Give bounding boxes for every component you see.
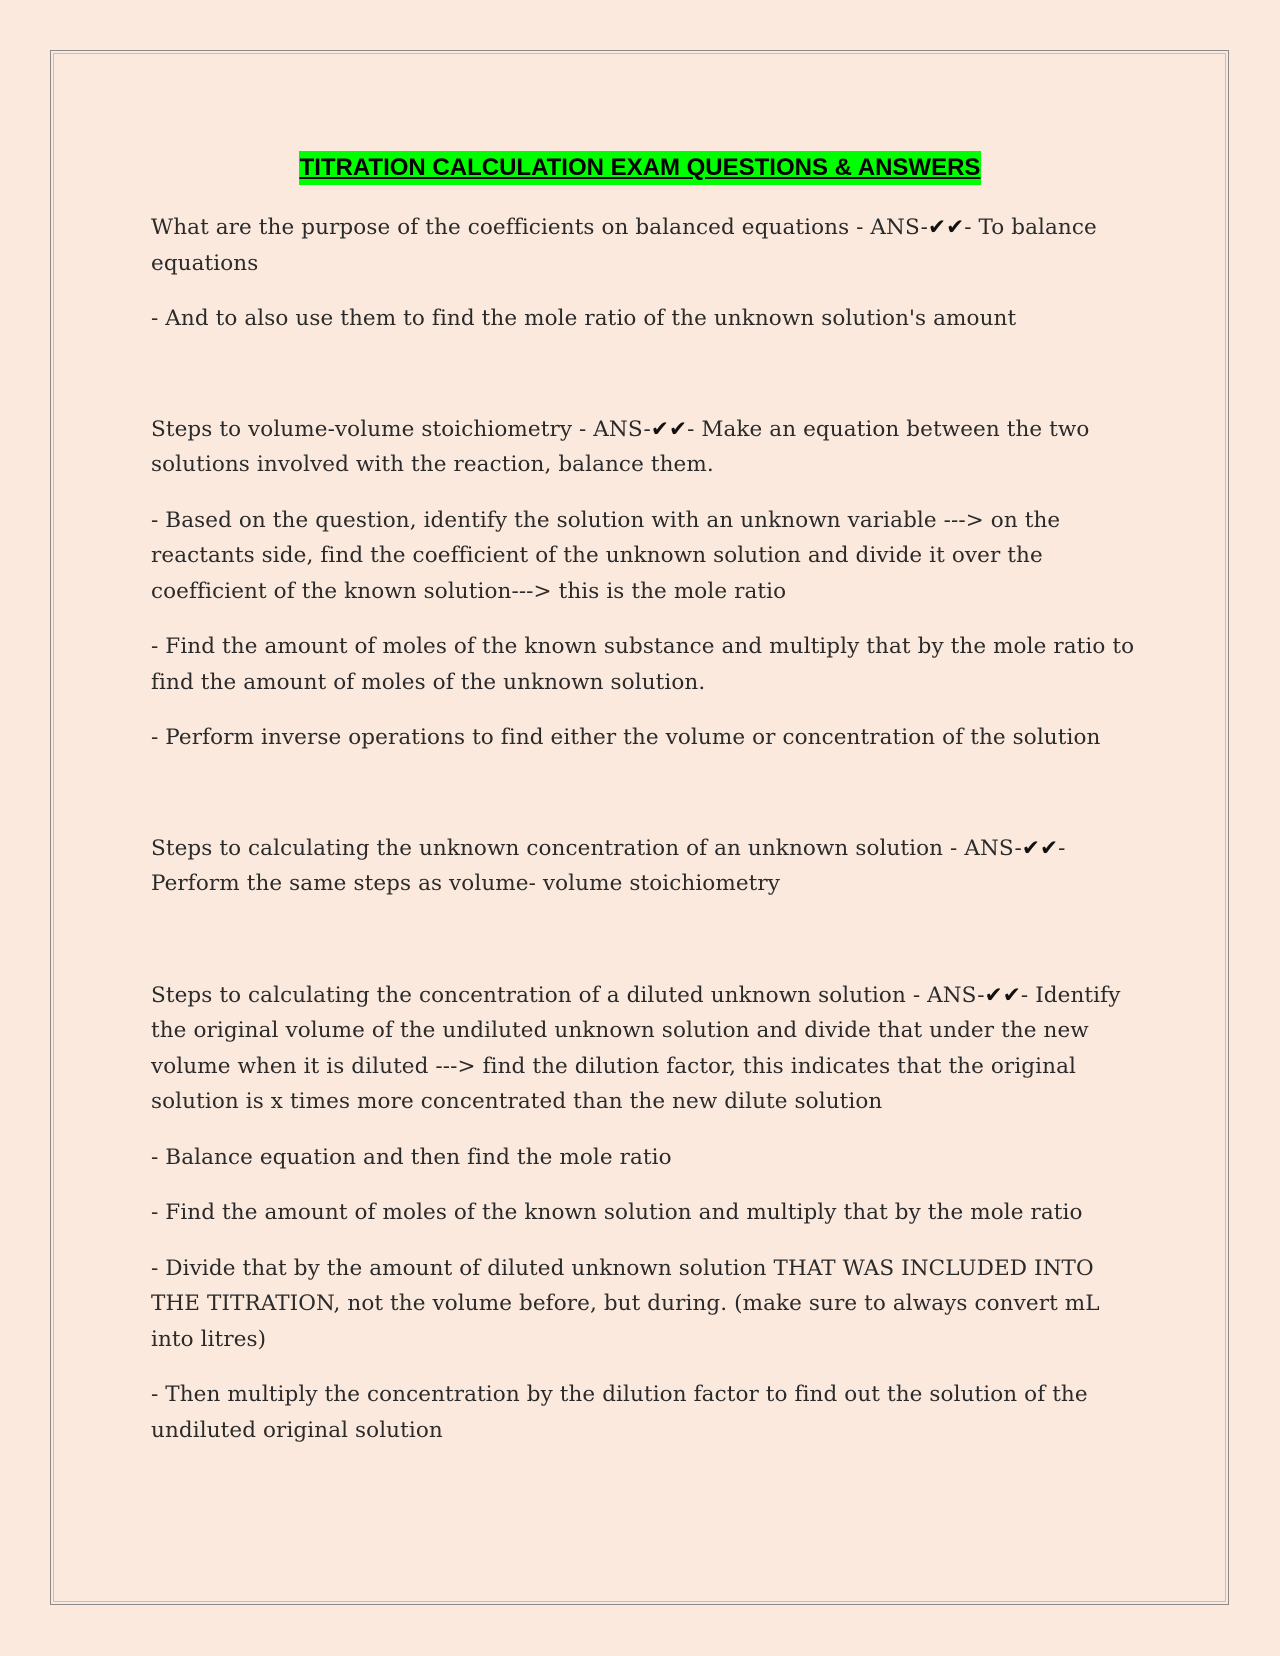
answer-text: - Identify the original volume of the undiluted unknown solution and divide that under the new volume when it is diluted ---> find the dilution factor, this indicates that the original solution is x times more concentrated than the new dilute solution — [151, 982, 1121, 1114]
checkmark-icon: ✔✔ — [650, 416, 688, 442]
answer-point: - And to also use them to find the mole ratio of the unknown solution's amount — [151, 306, 1017, 331]
answer-point: - Then multiply the concentration by the dilution factor to find out the solution of the undiluted original solution — [151, 1382, 1088, 1443]
qa-question-answer — [151, 210, 1136, 281]
answer-text: - Perform the same steps as volume- volume stoichiometry — [151, 835, 1066, 896]
answer-point: - Divide that by the amount of diluted unknown solution THAT WAS INCLUDED INTO THE TITRATION, not the volume before, but during. (make sure to always convert mL into litres) — [151, 1255, 1100, 1352]
qa-item-4 — [151, 978, 1136, 1449]
checkmark-icon: ✔✔ — [927, 215, 965, 240]
answer-text: - Make an equation between the two solutions involved with the reaction, balance them. — [151, 416, 1090, 477]
qa-question-answer — [151, 831, 1136, 902]
qa-item-1 — [151, 210, 1136, 337]
qa-item-2 — [151, 412, 1136, 756]
answer-point: - Find the amount of moles of the known solution and multiply that by the mole ratio — [151, 1200, 1083, 1225]
answer-text: - To balance equations — [151, 215, 1097, 276]
title-container — [0, 151, 1280, 185]
qa-item-3 — [151, 831, 1136, 902]
checkmark-icon: ✔✔ — [1021, 835, 1059, 861]
answer-point: - Perform inverse operations to find either the volume or concentration of the solution — [151, 725, 1101, 750]
answer-point: - Balance equation and then find the mole ratio — [151, 1144, 672, 1170]
document-body — [151, 210, 1136, 1468]
question-text: Steps to calculating the concentration of a diluted unknown solution - ANS- — [151, 982, 985, 1008]
answer-point: - Based on the question, identify the solution with an unknown variable ---> on the reactants side, find the coefficient of the unknown solution and divide it over the coefficient of the known solution---> this is the mole ratio — [151, 507, 1061, 604]
question-text: Steps to volume-volume stoichiometry - ANS- — [151, 416, 651, 442]
question-text: Steps to calculating the unknown concentration of an unknown solution - ANS- — [151, 835, 1022, 861]
question-text: What are the purpose of the coefficients on balanced equations - ANS- — [151, 215, 928, 240]
checkmark-icon: ✔✔ — [984, 982, 1021, 1008]
answer-point: - Find the amount of moles of the known substance and multiply that by the mole ratio to find the amount of moles of the unknown solution. — [151, 634, 1135, 695]
qa-question-answer — [151, 978, 1136, 1120]
qa-question-answer — [151, 412, 1136, 483]
document-title: TITRATION CALCULATION EXAM QUESTIONS & ANSWERS — [299, 151, 982, 185]
